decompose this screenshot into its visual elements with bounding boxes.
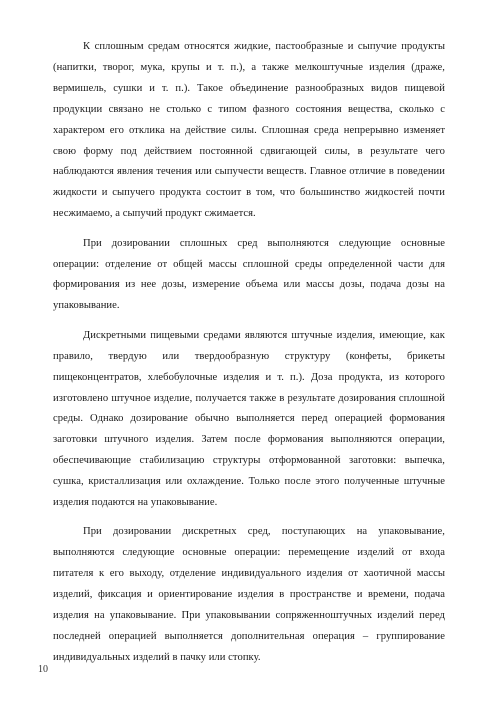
- paragraph-discrete-media: Дискретными пищевыми средами являются штучные изделия, имеющие, как правило, твердую или твердообразную структуру (конфеты, брикеты пищеконцентратов, хлебобулочные изделия и т. п.). Доза продукта, из которого изготовлено штучное изделие, получается также в результате дозирования сплошной среды. Однако дозирование обычно выполняется перед операцией формования заготовки штучного изделия. Затем после формования выполняются операции, обеспечивающие стабилизацию структуры отформованной заготовки: выпечка, сушка, кристаллизация или охлаждение. Только после этого полученные штучные изделия подаются на упаковывание.: [53, 329, 445, 509]
- paragraph-continuous-media: К сплошным средам относятся жидкие, пастообразные и сыпучие продукты (напитки, творог, мука, крупы и т. п.), а также мелкоштучные изделия (драже, вермишель, сушки и т. п.). Такое объединение разнообразных видов пищевой продукции связано не столько с типом фазного состояния вещества, сколько с характером его отклика на действие силы. Сплошная среда непрерывно изменяет свою форму под действием постоянной сдвигающей силы, в результате чего наблюдаются явления течения или сыпучести веществ. Главное отличие в поведении жидкости и сыпучего продукта состоит в том, что большинство жидкостей почти несжимаемо, а сыпучий продукт сжимается.: [53, 41, 445, 220]
- paragraph-continuous-dosing: При дозировании сплошных сред выполняются следующие основные операции: отделение от общей массы сплошной среды определенной части для формирования из нее дозы, измерение объема или массы дозы, подача дозы на упаковывание.: [53, 237, 445, 312]
- body-text: [53, 37, 445, 677]
- paragraph-discrete-dosing: При дозировании дискретных сред, поступающих на упаковывание, выполняются следующие основные операции: перемещение изделий от входа питателя к его выходу, отделение индивидуального изделия от хаотичной массы изделий, фиксация и ориентирование изделия в пространстве и времени, подача изделия на упаковывание. При упаковывании сопряженноштучных изделий перед последней операцией выполняется дополнительная операция – группирование индивидуальных изделий в пачку или стопку.: [53, 526, 445, 663]
- page-number: 10: [38, 664, 48, 675]
